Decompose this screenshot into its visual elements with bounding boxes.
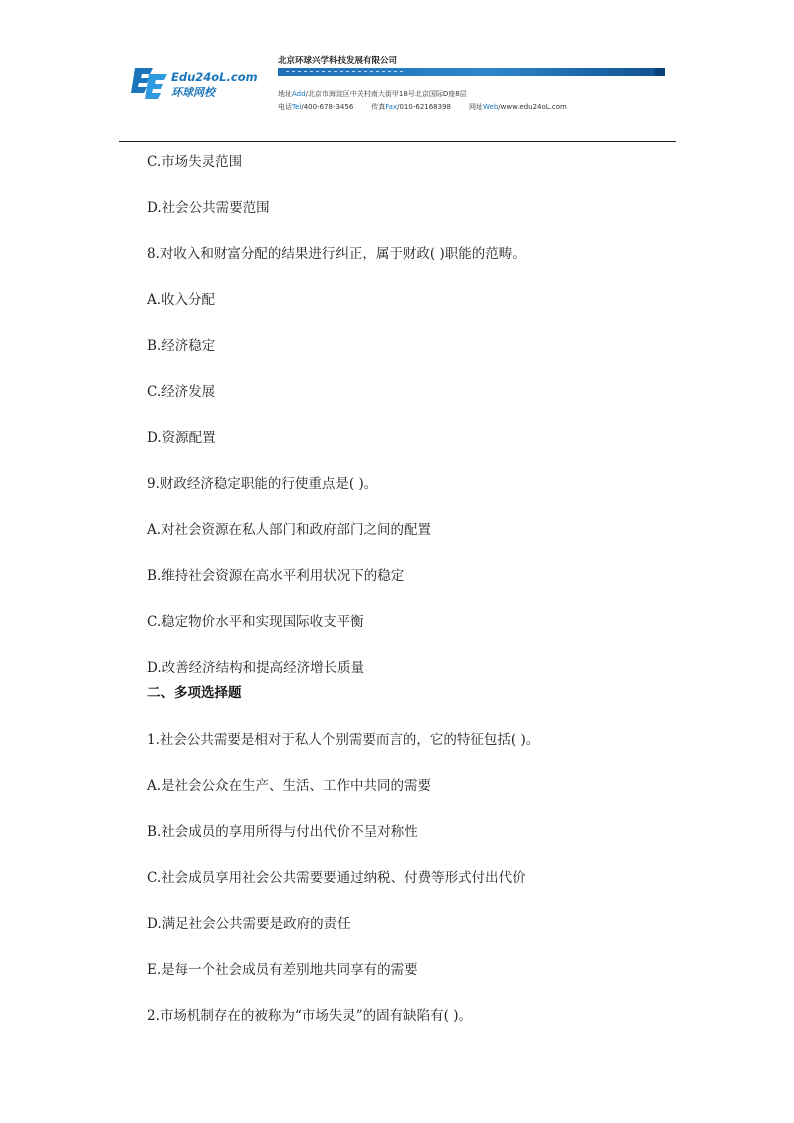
logo-text-cn: 环球网校: [171, 86, 215, 99]
option-text: D.满足社会公共需要是政府的责任: [147, 916, 351, 932]
option-text: A.是社会公众在生产、生活、工作中共同的需要: [147, 778, 432, 794]
address-line: 地址Add/北京市海淀区中关村南大街甲18号北京国际D座8层: [278, 90, 467, 98]
option-text: A.对社会资源在私人部门和政府部门之间的配置: [147, 522, 432, 538]
option-text: C.社会成员享用社会公共需要要通过纳税、付费等形式付出代价: [147, 870, 526, 886]
option-text: B.维持社会资源在高水平利用状况下的稳定: [147, 568, 405, 584]
option-text: C.稳定物价水平和实现国际收支平衡: [147, 614, 364, 630]
logo-text-en: Edu24oL.com: [171, 70, 258, 84]
company-name: 北京环球兴学科技发展有限公司: [278, 56, 398, 66]
header-divider: [119, 141, 676, 142]
option-text: D.改善经济结构和提高经济增长质量: [147, 660, 365, 676]
option-text: E.是每一个社会成员有差别地共同享有的需要: [147, 962, 418, 978]
option-text: B.经济稳定: [147, 338, 216, 354]
option-text: A.收入分配: [147, 292, 216, 308]
option-text: C.市场失灵范围: [147, 154, 243, 170]
section-heading: 二、多项选择题: [147, 685, 242, 701]
edu-logo-icon: [131, 66, 171, 102]
question-text: 2.市场机制存在的被称为“市场失灵”的固有缺陷有( )。: [147, 1008, 473, 1024]
question-text: 9.财政经济稳定职能的行使重点是( )。: [147, 476, 378, 492]
option-text: B.社会成员的享用所得与付出代价不呈对称性: [147, 824, 418, 840]
question-text: 8.对收入和财富分配的结果进行纠正，属于财政( )职能的范畴。: [147, 246, 526, 262]
option-text: C.经济发展: [147, 384, 216, 400]
page-header: [0, 0, 794, 150]
question-text: 1.社会公共需要是相对于私人个别需要而言的，它的特征包括( )。: [147, 732, 540, 748]
contact-line: 电话Tel/400-678-3456 传真Fax/010-62168398 网址Web/www.edu24oL.com: [278, 103, 567, 111]
option-text: D.资源配置: [147, 430, 216, 446]
header-bar: [278, 68, 665, 76]
logo: [131, 66, 258, 106]
option-text: D.社会公共需要范围: [147, 200, 270, 216]
